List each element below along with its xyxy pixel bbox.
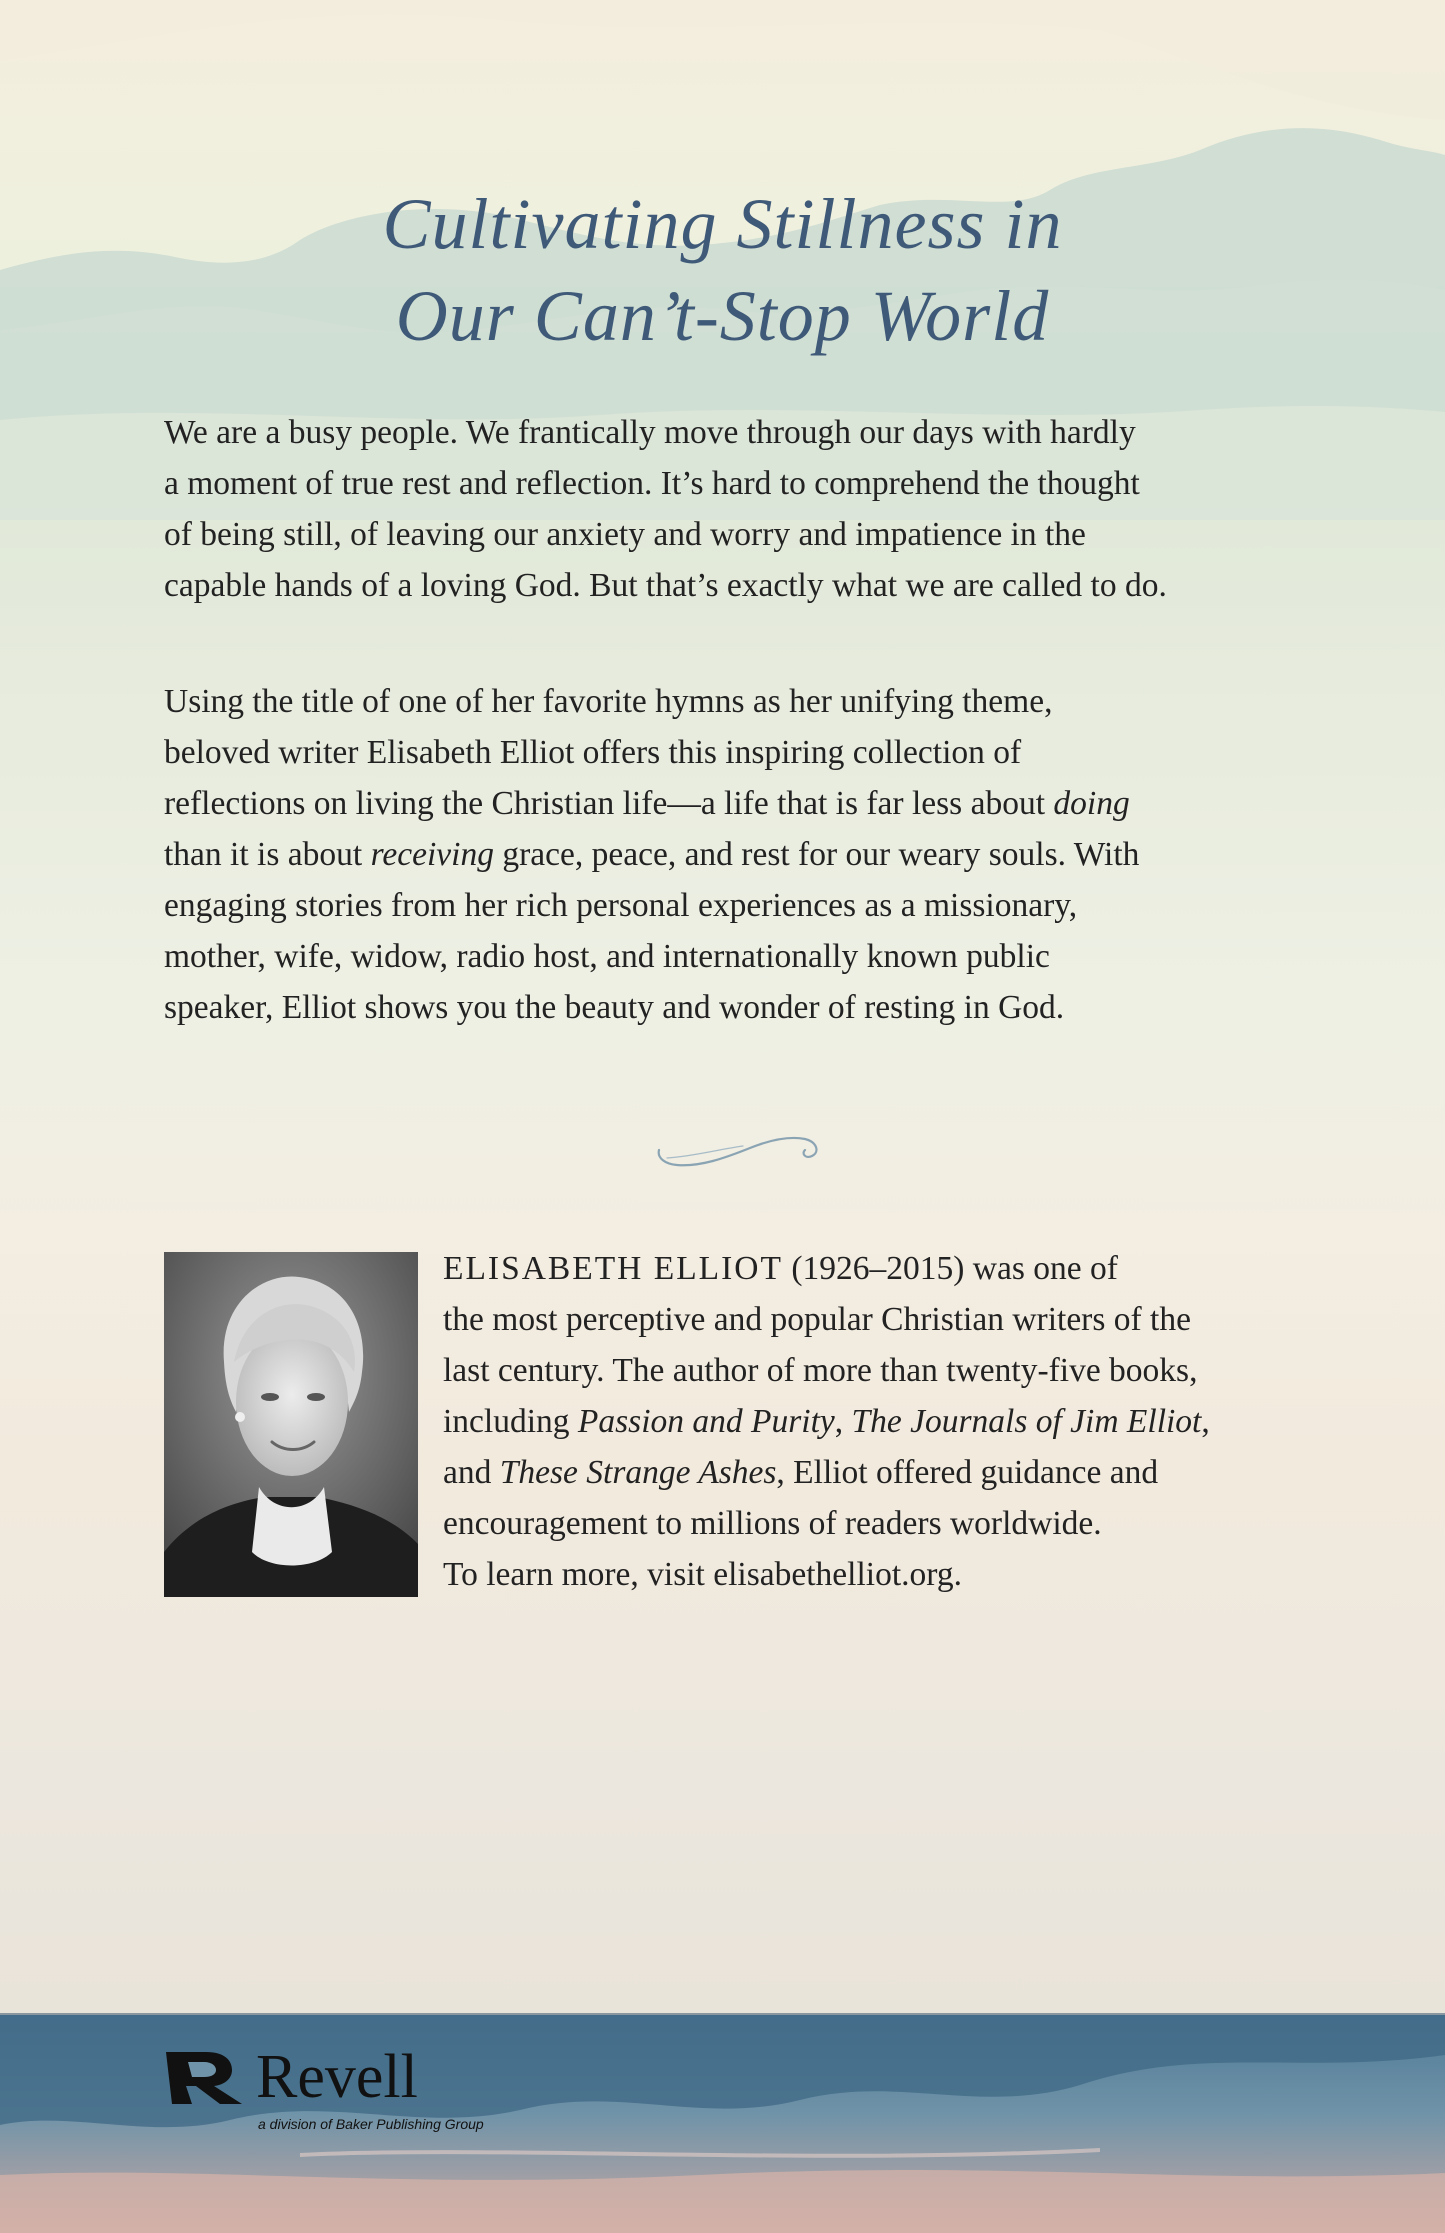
bio-line: To learn more, visit elisabethelliot.org. <box>443 1556 962 1593</box>
book-title: The Journals of Jim Elliot <box>851 1403 1202 1440</box>
emphasis-doing: doing <box>1053 785 1130 822</box>
description-line: engaging stories from her rich personal experiences as a missionary, <box>164 887 1078 924</box>
author-portrait-illustration <box>164 1252 418 1597</box>
bio-text: (1926–2015) was one of <box>782 1250 1118 1287</box>
book-title: These Strange Ashes <box>499 1454 777 1491</box>
bio-line: last century. The author of more than twenty-five books, <box>443 1352 1198 1389</box>
headline-line-2: Our Can’t-Stop World <box>395 276 1050 356</box>
headline-line-1: Cultivating Stillness in <box>382 184 1063 264</box>
bio-line <box>443 1396 1343 1447</box>
description-text: than it is about <box>164 836 371 873</box>
bio-text: , Elliot offered guidance and <box>776 1454 1159 1491</box>
description-paragraph-1 <box>164 407 1304 611</box>
description-line: mother, wife, widow, radio host, and internationally known public <box>164 938 1050 975</box>
author-name: ELISABETH ELLIOT <box>443 1250 783 1287</box>
description-line: capable hands of a loving God. But that’s exactly what we are called to do. <box>164 567 1167 604</box>
description-line: We are a busy people. We frantically move through our days with hardly <box>164 414 1136 451</box>
description-line: speaker, Elliot shows you the beauty and wonder of resting in God. <box>164 989 1065 1026</box>
bio-line <box>443 1243 1343 1294</box>
author-biography <box>443 1243 1343 1600</box>
author-portrait-photo <box>164 1252 418 1597</box>
bio-line: the most perceptive and popular Christian writers of the <box>443 1301 1191 1338</box>
revell-r-icon <box>162 2046 248 2108</box>
bio-text: , <box>1201 1403 1210 1440</box>
book-title: Passion and Purity <box>577 1403 835 1440</box>
emphasis-receiving: receiving <box>370 836 494 873</box>
bio-text: , <box>834 1403 852 1440</box>
bio-text: including <box>443 1403 578 1440</box>
description-paragraph-2 <box>164 676 1304 1033</box>
publisher-name: Revell <box>256 2043 418 2111</box>
publisher-logo <box>162 2040 582 2140</box>
bio-line: encouragement to millions of readers worldwide. <box>443 1505 1102 1542</box>
description-line: Using the title of one of her favorite hymns as her unifying theme, <box>164 683 1053 720</box>
bio-line <box>443 1447 1343 1498</box>
bio-text: and <box>443 1454 500 1491</box>
description-line: of being still, of leaving our anxiety and worry and impatience in the <box>164 516 1086 553</box>
description-line <box>164 829 1304 880</box>
description-text: grace, peace, and rest for our weary souls. With <box>493 836 1140 873</box>
description-line: a moment of true rest and reflection. It’s hard to comprehend the thought <box>164 465 1140 502</box>
decorative-flourish-ornament <box>655 1128 821 1178</box>
publisher-subtitle: a division of Baker Publishing Group <box>258 2116 484 2132</box>
description-text: reflections on living the Christian life—a life that is far less about <box>164 785 1054 822</box>
description-line <box>164 778 1304 829</box>
description-line: beloved writer Elisabeth Elliot offers this inspiring collection of <box>164 734 1022 771</box>
